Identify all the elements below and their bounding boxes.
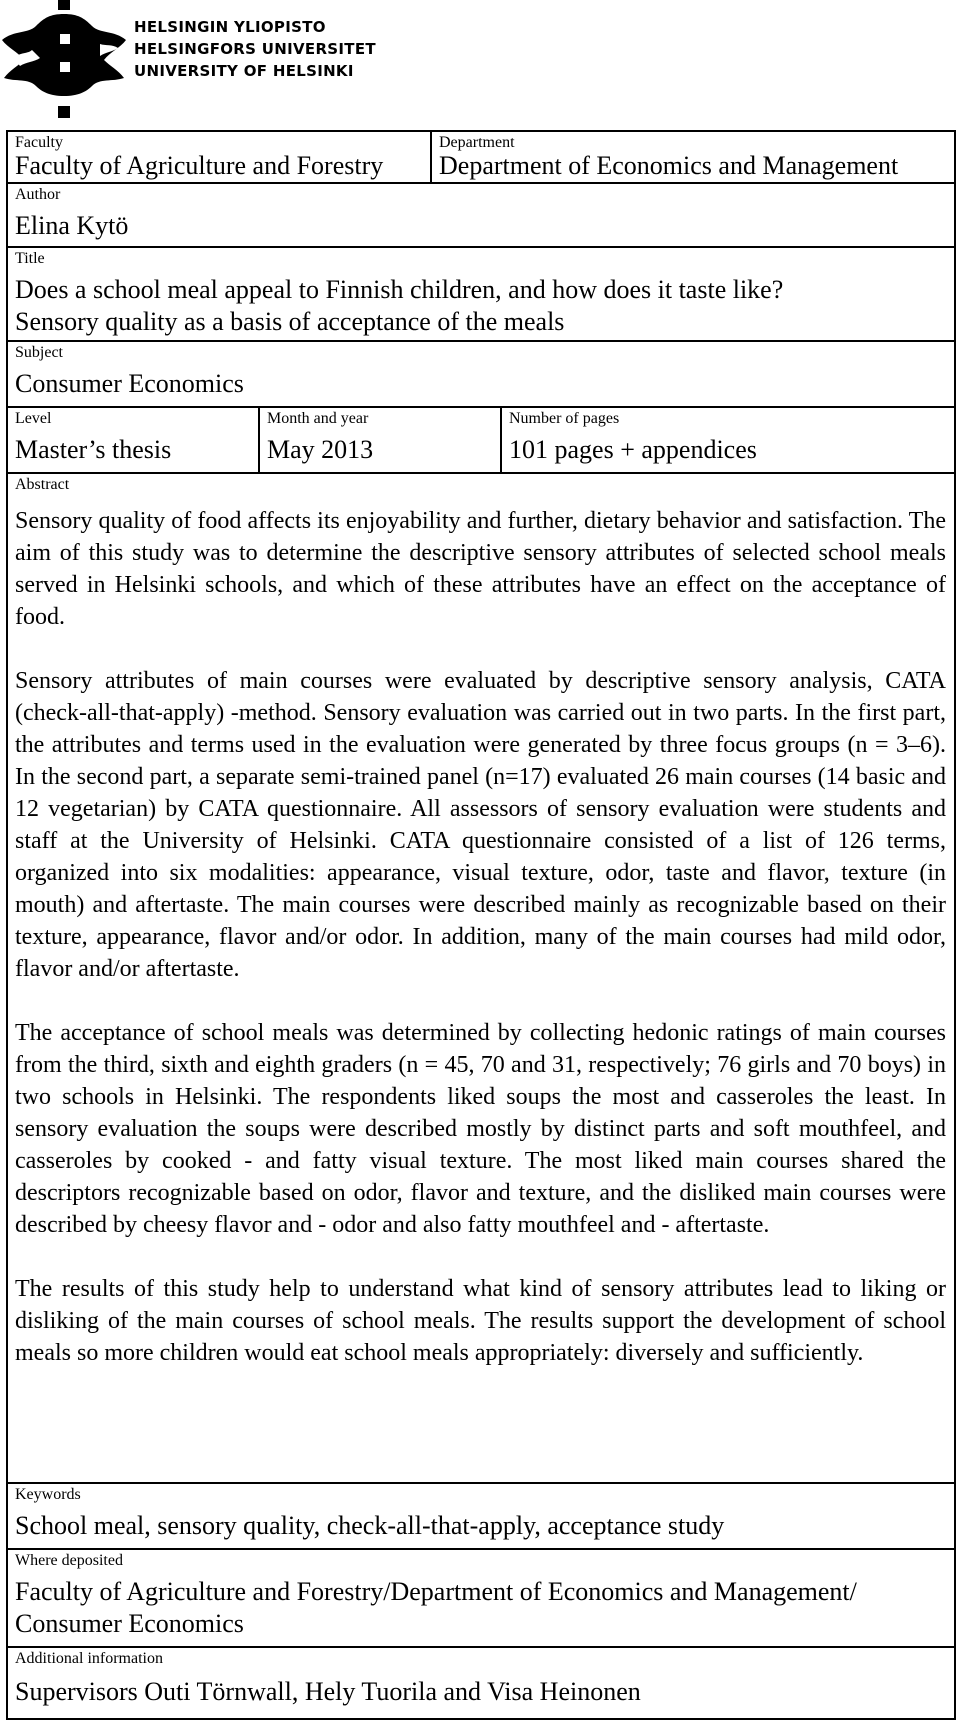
month-year-cell [260,408,502,472]
level-label: Level [15,410,52,427]
department-value: Department of Economics and Management [439,151,899,180]
faculty-label: Faculty [15,134,63,151]
keywords-value: School meal, sensory quality, check-all-that-apply, acceptance study [15,1511,725,1540]
subject-label: Subject [15,344,63,361]
author-label: Author [15,186,61,203]
university-name-english: UNIVERSITY OF HELSINKI [134,62,354,80]
month-year-label: Month and year [267,410,369,427]
level-date-pages-row [8,408,954,474]
university-of-helsinki-logo-icon [0,0,128,122]
university-names [134,16,376,82]
title-line-1: Does a school meal appeal to Finnish children, and how does it taste like? [15,275,784,304]
level-cell [8,408,260,472]
department-label: Department [439,134,515,151]
pages-label: Number of pages [509,410,620,427]
month-year-value: May 2013 [267,435,374,464]
title-label: Title [15,250,45,267]
where-deposited-line-1: Faculty of Agriculture and Forestry/Department of Economics and Management/ [15,1577,857,1606]
university-name-finnish: HELSINGIN YLIOPISTO [134,18,326,36]
additional-info-label: Additional information [15,1650,163,1667]
subject-row [8,342,954,408]
title-line-2: Sensory quality as a basis of acceptance of the meals [15,307,565,336]
faculty-value: Faculty of Agriculture and Forestry [15,151,384,180]
faculty-cell [8,132,432,182]
keywords-label: Keywords [15,1486,81,1503]
pages-value: 101 pages + appendices [509,435,757,464]
abstract-paragraph: The acceptance of school meals was determined by collecting hedonic ratings of main courses from the third, sixth and eighth graders (n = 45, 70 and 31, respectively; 76 girls and 70 boys) in two schools in Helsinki. The respondents liked soups the most and casseroles the least. In sensory evaluation the soups were described mostly by distinct parts and soft mouthfeel, and casseroles by cooked - and fatty visual texture. The most liked main courses shared the descriptors recognizable based on odor, flavor and texture, and the disliked main courses were described by cheesy flavor and - odor and also fatty mouthfeel and - aftertaste. [15,1020,946,1238]
university-name-swedish: HELSINGFORS UNIVERSITET [134,40,376,58]
abstract-paragraph: Sensory attributes of main courses were evaluated by descriptive sensory analysis, CATA (check-all-that-apply) -method. Sensory evaluation was carried out in two parts. In the first part, the attributes and terms used in the evaluation were generated by three focus groups (n = 3–6). In the second part, a separate semi-trained panel (n=17) evaluated 26 main courses (14 basic and 12 vegetarian) by CATA questionnaire. All assessors of sensory evaluation were students and staff at the University of Helsinki. CATA questionnaire consisted of a list of 126 terms, organized into six modalities: appearance, visual texture, odor, taste and flavor, texture (in mouth) and aftertaste. The main courses were described mainly as recognizable based on their texture, appearance, flavor and/or odor. In addition, many of the main courses had mild odor, flavor and/or aftertaste. [15,668,946,982]
additional-info-row [8,1648,954,1718]
abstract-row [8,474,954,1484]
additional-info-value: Supervisors Outi Törnwall, Hely Tuorila and Visa Heinonen [15,1677,641,1706]
title-row [8,248,954,342]
abstract-label: Abstract [15,476,70,493]
author-value: Elina Kytö [15,211,129,240]
where-deposited-line-2: Consumer Economics [15,1609,244,1638]
page-header [0,0,960,128]
where-deposited-label: Where deposited [15,1552,123,1569]
keywords-row [8,1484,954,1550]
where-deposited-row [8,1550,954,1648]
abstract-paragraph: Sensory quality of food affects its enjoyability and further, dietary behavior and satisfaction. The aim of this study was to determine the descriptive sensory attributes of selected school meals served in Helsinki schools, and which of these attributes have an effect on the acceptance of food. [15,508,946,630]
level-value: Master’s thesis [15,435,172,464]
thesis-info-form [6,130,956,1720]
pages-cell [502,408,954,472]
abstract-paragraph: The results of this study help to understand what kind of sensory attributes lead to liking or disliking of the main courses of school meals. The results support the development of school meals so more children would eat school meals appropriately: diversely and sufficiently. [15,1276,946,1366]
author-row [8,182,954,248]
subject-value: Consumer Economics [15,369,244,398]
abstract-text [15,505,946,1369]
